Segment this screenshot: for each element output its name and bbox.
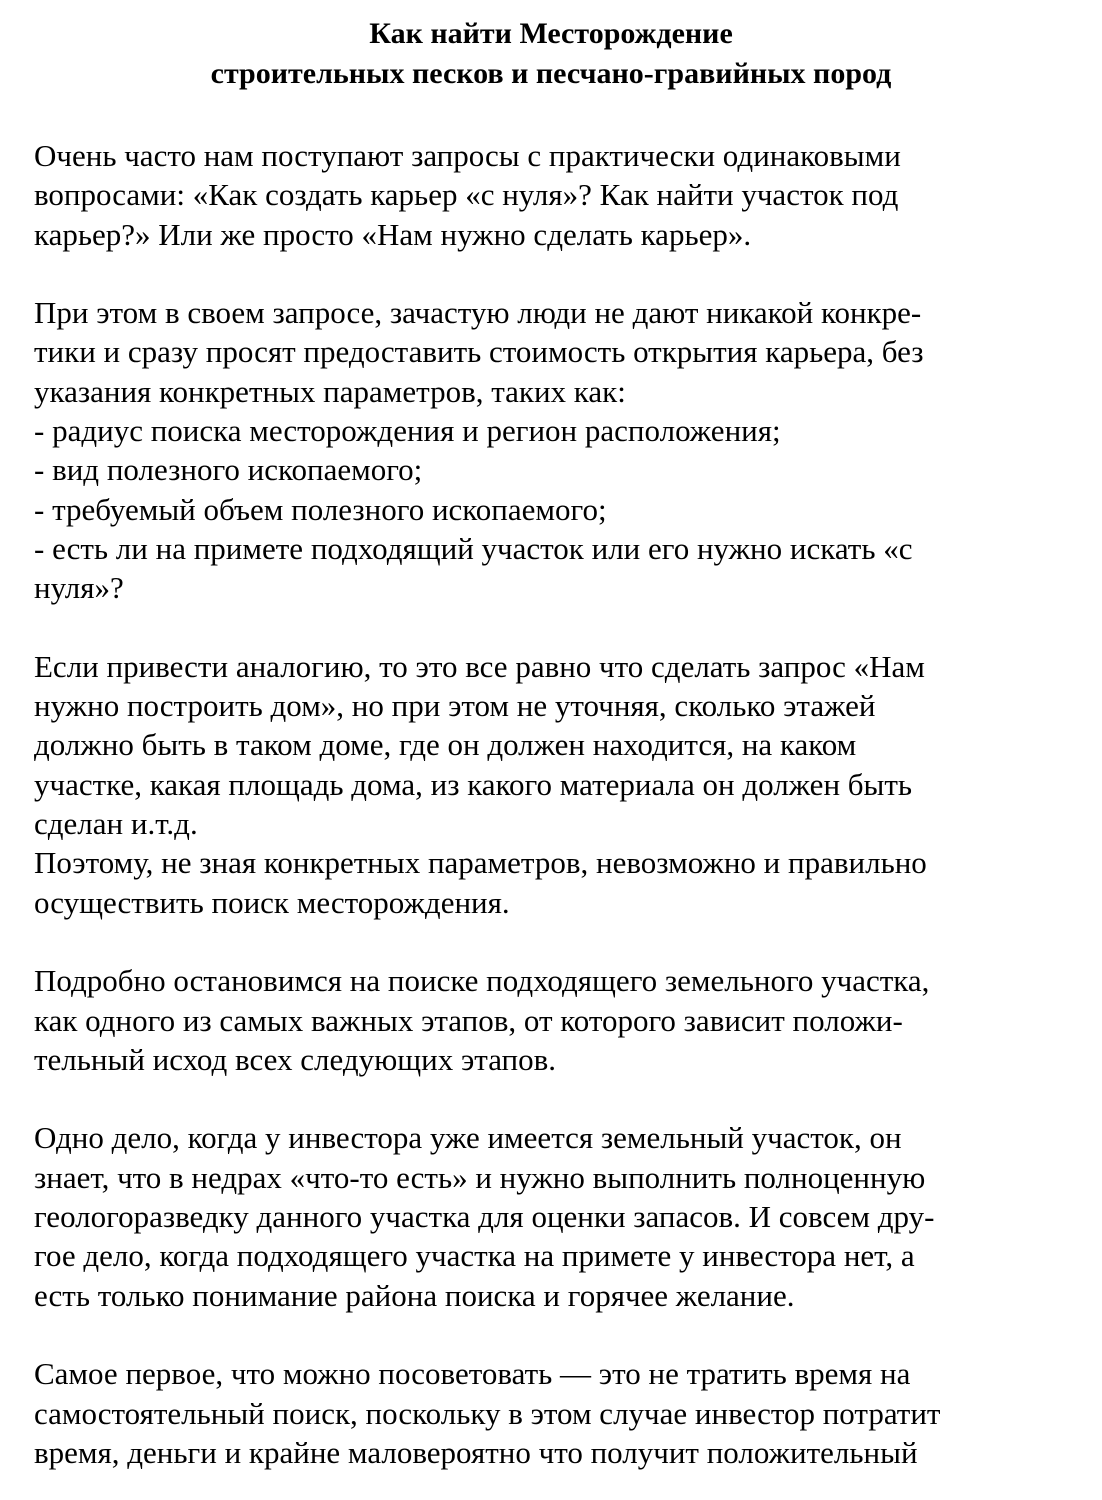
document-title bbox=[0, 14, 1102, 94]
text-line: нуля»? bbox=[34, 570, 124, 606]
paragraph bbox=[34, 961, 1074, 1079]
paragraph bbox=[34, 136, 1074, 254]
paragraph bbox=[34, 1118, 1074, 1314]
text-line: указания конкретных параметров, таких как: bbox=[34, 373, 626, 409]
paragraph-gap bbox=[34, 922, 1074, 961]
text-line: участке, какая площадь дома, из какого материала он должен быть bbox=[34, 766, 913, 802]
text-line: осуществить поиск месторождения. bbox=[34, 884, 510, 920]
text-line: сделан и.т.д. bbox=[34, 806, 198, 842]
text-line: нужно построить дом», но при этом не уточняя, сколько этажей bbox=[34, 688, 876, 724]
text-line: Подробно остановимся на поиске подходящего земельного участка, bbox=[34, 963, 930, 999]
text-line: Если привести аналогию, то это все равно что сделать запрос «Нам bbox=[34, 648, 925, 684]
paragraph-gap bbox=[34, 1079, 1074, 1118]
text-line: гое дело, когда подходящего участка на примете у инвестора нет, а bbox=[34, 1238, 915, 1274]
paragraph-gap bbox=[34, 1315, 1074, 1354]
text-line: время, деньги и крайне маловероятно что получит положительный bbox=[34, 1434, 918, 1470]
text-line: При этом в своем запросе, зачастую люди не дают никакой конкре- bbox=[34, 295, 922, 331]
title-line: строительных песков и песчано-гравийных пород bbox=[210, 57, 892, 90]
text-line: Одно дело, когда у инвестора уже имеется земельный участок, он bbox=[34, 1120, 902, 1156]
text-line: Поэтому, не зная конкретных параметров, невозможно и правильно bbox=[34, 845, 927, 881]
text-line: - вид полезного ископаемого; bbox=[34, 452, 423, 488]
text-line: Самое первое, что можно посоветовать — это не тратить время на bbox=[34, 1356, 911, 1392]
paragraph-gap bbox=[34, 608, 1074, 647]
paragraph bbox=[34, 1354, 1074, 1472]
document-body bbox=[34, 136, 1074, 1472]
text-line: - есть ли на примете подходящий участок или его нужно искать «с bbox=[34, 530, 913, 566]
text-line: - требуемый объем полезного ископаемого; bbox=[34, 491, 607, 527]
paragraph bbox=[34, 647, 1074, 922]
text-line: должно быть в таком доме, где он должен находится, на каком bbox=[34, 727, 857, 763]
text-line: - радиус поиска месторождения и регион расположения; bbox=[34, 413, 781, 449]
text-line: как одного из самых важных этапов, от которого зависит положи- bbox=[34, 1002, 903, 1038]
text-line: самостоятельный поиск, поскольку в этом случае инвестор потратит bbox=[34, 1395, 941, 1431]
text-line: тики и сразу просят предоставить стоимость открытия карьера, без bbox=[34, 334, 924, 370]
paragraph bbox=[34, 293, 1074, 607]
text-line: знает, что в недрах «что-то есть» и нужно выполнить полноценную bbox=[34, 1159, 926, 1195]
text-line: карьер?» Или же просто «Нам нужно сделать карьер». bbox=[34, 216, 752, 252]
text-line: есть только понимание района поиска и горячее желание. bbox=[34, 1277, 795, 1313]
text-line: вопросами: «Как создать карьер «с нуля»? Как найти участок под bbox=[34, 177, 899, 213]
text-line: Очень часто нам поступают запросы с практически одинаковыми bbox=[34, 138, 901, 173]
text-line: тельный исход всех следующих этапов. bbox=[34, 1041, 557, 1077]
title-line: Как найти Месторождение bbox=[369, 17, 733, 50]
text-line: геологоразведку данного участка для оценки запасов. И совсем дру- bbox=[34, 1199, 935, 1235]
paragraph-gap bbox=[34, 254, 1074, 293]
